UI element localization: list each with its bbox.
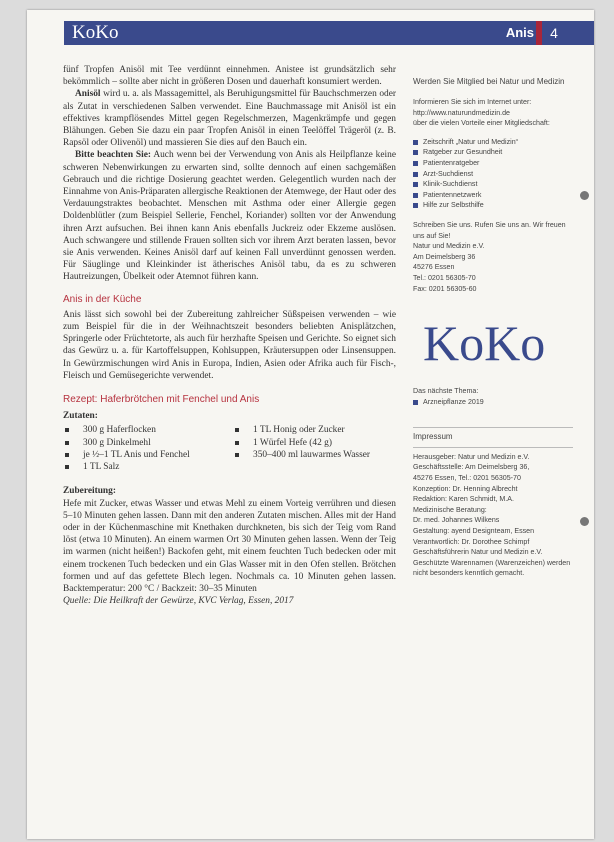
anisoel-paragraph xyxy=(63,88,396,149)
header-section-title: Anis xyxy=(505,25,534,40)
warning-paragraph xyxy=(63,149,396,283)
ingredient-item: 1 TL Salz xyxy=(63,461,233,473)
membership-title: Werden Sie Mitglied bei Natur und Medizin xyxy=(413,77,565,86)
kitchen-heading: Anis in der Küche xyxy=(63,293,142,305)
sidebar xyxy=(413,76,573,579)
header-brand: KoKo xyxy=(72,22,119,43)
benefit-item: Patientennetzwerk xyxy=(413,190,573,201)
impressum-title: Impressum xyxy=(413,432,453,442)
ingredient-item: 1 TL Honig oder Zucker xyxy=(233,424,403,436)
ingredient-item: 1 Würfel Hefe (42 g) xyxy=(233,437,403,449)
next-topic: Arzneipflanze 2019 xyxy=(413,397,573,408)
ingredient-item: 350–400 ml lauwarmes Wasser xyxy=(233,449,403,461)
impressum-line: Geschützte Warennamen (Warenzeichen) werden nicht besonders kenntlich gemacht. xyxy=(413,558,571,578)
impressum-line: 45276 Essen, Tel.: 0201 56305-70 xyxy=(413,474,521,483)
contact-line: Natur und Medizin e.V. xyxy=(413,242,485,251)
ingredient-item: 300 g Dinkelmehl xyxy=(63,437,233,449)
contact-line: 45276 Essen xyxy=(413,263,455,272)
contact-line: Fax: 0201 56305-60 xyxy=(413,284,477,293)
recipe-heading: Rezept: Haferbrötchen mit Fenchel und Anis xyxy=(63,394,260,406)
ingredients-title: Zutaten: xyxy=(63,411,98,422)
koko-logo: KoKo xyxy=(423,315,546,372)
anisoel-lead: Anisöl xyxy=(75,89,101,100)
next-topic-label: Das nächste Thema: xyxy=(413,387,479,396)
header-accent xyxy=(536,21,542,45)
benefit-item: Klinik-Suchdienst xyxy=(413,179,573,190)
contact-line: Am Deimelsberg 36 xyxy=(413,252,476,261)
punch-hole-bottom xyxy=(580,517,589,526)
impressum-line: Medizinische Beratung: xyxy=(413,505,487,514)
impressum-line: Geschäftsführerin Natur und Medizin e.V. xyxy=(413,548,543,557)
info-after: über die vielen Vorteile einer Mitgliedschaft: xyxy=(413,119,550,128)
contact-intro: Schreiben Sie uns. Rufen Sie uns an. Wir freuen uns auf Sie! xyxy=(413,220,566,240)
preparation-title: Zubereitung: xyxy=(63,486,116,497)
benefit-item: Ratgeber zur Gesundheit xyxy=(413,147,573,158)
impressum-line: Konzeption: Dr. Henning Albrecht xyxy=(413,484,518,493)
benefit-item: Zeitschrift „Natur und Medizin“ xyxy=(413,137,573,148)
impressum-line: Gestaltung: ayend Designteam, Essen xyxy=(413,527,535,536)
impressum-line: Redaktion: Karen Schmidt, M.A. xyxy=(413,495,514,504)
divider xyxy=(413,447,573,448)
anisoel-text: wird u. a. als Massagemittel, als Beruhigungsmittel für Bauchschmerzen oder als Zutat in verschiedenen Salben verwendet. Eine Bauchmassage mit Anisöl ist ein effektives krampflösendes Mittel gegen Regelschmerzen, Magenkrämpfe und gegen Blähungen. Geben Sie dazu ein paar Tropfen Anisöl in einen Teelöffel Trägeröl (z. B. Rapsöl oder Olivenöl) und massieren Sie dies auf den Bauch ein. xyxy=(63,89,396,149)
benefit-item: Arzt-Suchdienst xyxy=(413,169,573,180)
preparation-paragraph: Hefe mit Zucker, etwas Wasser und etwas Mehl zu einem Vorteig verrühren und diesen 5–10 Minuten gehen lassen. Dann mit den anderen Zutaten mischen. Alles mit der Hand oder in der Küchenmaschine mit Knethaken durchkneten, bis sich der Teig vom Rand löst (etwa 10 Minuten). An einem warmen Ort 30 Minuten gehen lassen. Wenn der Teig im warmen (nicht heißen!) Backofen geht, mit einem feuchten Tuch bedecken oder mit einem trockenen Tuch bedecken und ein Glas Wasser mit in den Ofen stellen. Brötchen formen und auf das gefettete Blech legen. Nochmals ca. 10 Minuten gehen lassen. Backtemperatur: 200 °C / Backzeit: 30–35 Minuten xyxy=(63,498,396,594)
punch-hole-top xyxy=(580,191,589,200)
impressum-line: Herausgeber: Natur und Medizin e.V. xyxy=(413,452,530,461)
impressum-line: Geschäftsstelle: Am Deimelsberg 36, xyxy=(413,463,530,472)
benefit-item: Patientenratgeber xyxy=(413,158,573,169)
divider xyxy=(413,427,573,428)
info-intro: Informieren Sie sich im Internet unter: xyxy=(413,98,532,106)
warning-text: Auch wenn bei der Verwendung von Anis als Heilpflanze keine schweren Nebenwirkungen zu erwarten sind, sollte dennoch auf einen sachgemäßen Gebrauch und die richtige Dosierung geachtet werden. Gelegentlich wurden nach der Einnahme von Anis-Präparaten allergische Reaktionen der Atemwege, der Haut oder des Verdauungstraktes beobachtet. Menschen mit Asthma oder einer Allergie gegen Doldenblütler (zum Beispiel Sellerie, Fenchel, Koriander) sollten vor der Anwendung ihren Arzt aufsuchen. Bei ihnen kann Anis ebenfalls Juckreiz oder Ekzeme auslösen. Auch schwangere und stillende Frauen sollten sich vor ihrem Arzt beraten lassen, bevor sie Anis verwenden. Keines Anisöl darf auf keinen Fall unverdünnt genossen werden. Für Säuglinge und Kleinkinder ist ätherisches Anisöl tabu, da es zu schweren Hautreizungen, Übelkeit oder Atemnot führen kann. xyxy=(63,150,396,283)
benefits-list xyxy=(413,137,573,211)
impressum-line: Verantwortlich: Dr. Dorothee Schimpf xyxy=(413,537,530,546)
page-number: 4 xyxy=(550,25,558,41)
impressum-line: Dr. med. Johannes Wilkens xyxy=(413,516,500,525)
intro-paragraph: fünf Tropfen Anisöl mit Tee verdünnt einnehmen. Anistee ist grundsätzlich sehr bekömmlich – sollte aber nicht in größeren Dosen und dauerhaft konsumiert werden. xyxy=(63,65,396,88)
source-note: Quelle: Die Heilkraft der Gewürze, KVC Verlag, Essen, 2017 xyxy=(63,596,294,607)
ingredient-item: 300 g Haferflocken xyxy=(63,424,233,436)
website-link[interactable]: http://www.naturundmedizin.de xyxy=(413,108,511,117)
warning-lead: Bitte beachten Sie: xyxy=(75,150,152,161)
kitchen-paragraph: Anis lässt sich sowohl bei der Zubereitung zahlreicher Süßspeisen verwenden – wie zum Beispiel für die in der Weihnachtszeit besonders beliebten Anisplätzchen, Springerle oder Früchtetorte, als auch für herzhafte Speisen und Gerichte. So eignet sich das Gewürz u. a. für Kartoffelsuppen, Kohlsuppen, Kräutersuppen oder Linsensuppen. In Gewürzmischungen wird Anis in Europa, Indien, Asien oder Afrika auch für Fisch-, Fleisch und Gemüsegerichte verwendet. xyxy=(63,309,396,381)
ingredient-item: je ½–1 TL Anis und Fenchel xyxy=(63,449,233,461)
benefit-item: Hilfe zur Selbsthilfe xyxy=(413,200,573,211)
ingredients-list xyxy=(63,424,396,473)
contact-line: Tel.: 0201 56305-70 xyxy=(413,273,476,282)
article-body xyxy=(63,64,396,607)
